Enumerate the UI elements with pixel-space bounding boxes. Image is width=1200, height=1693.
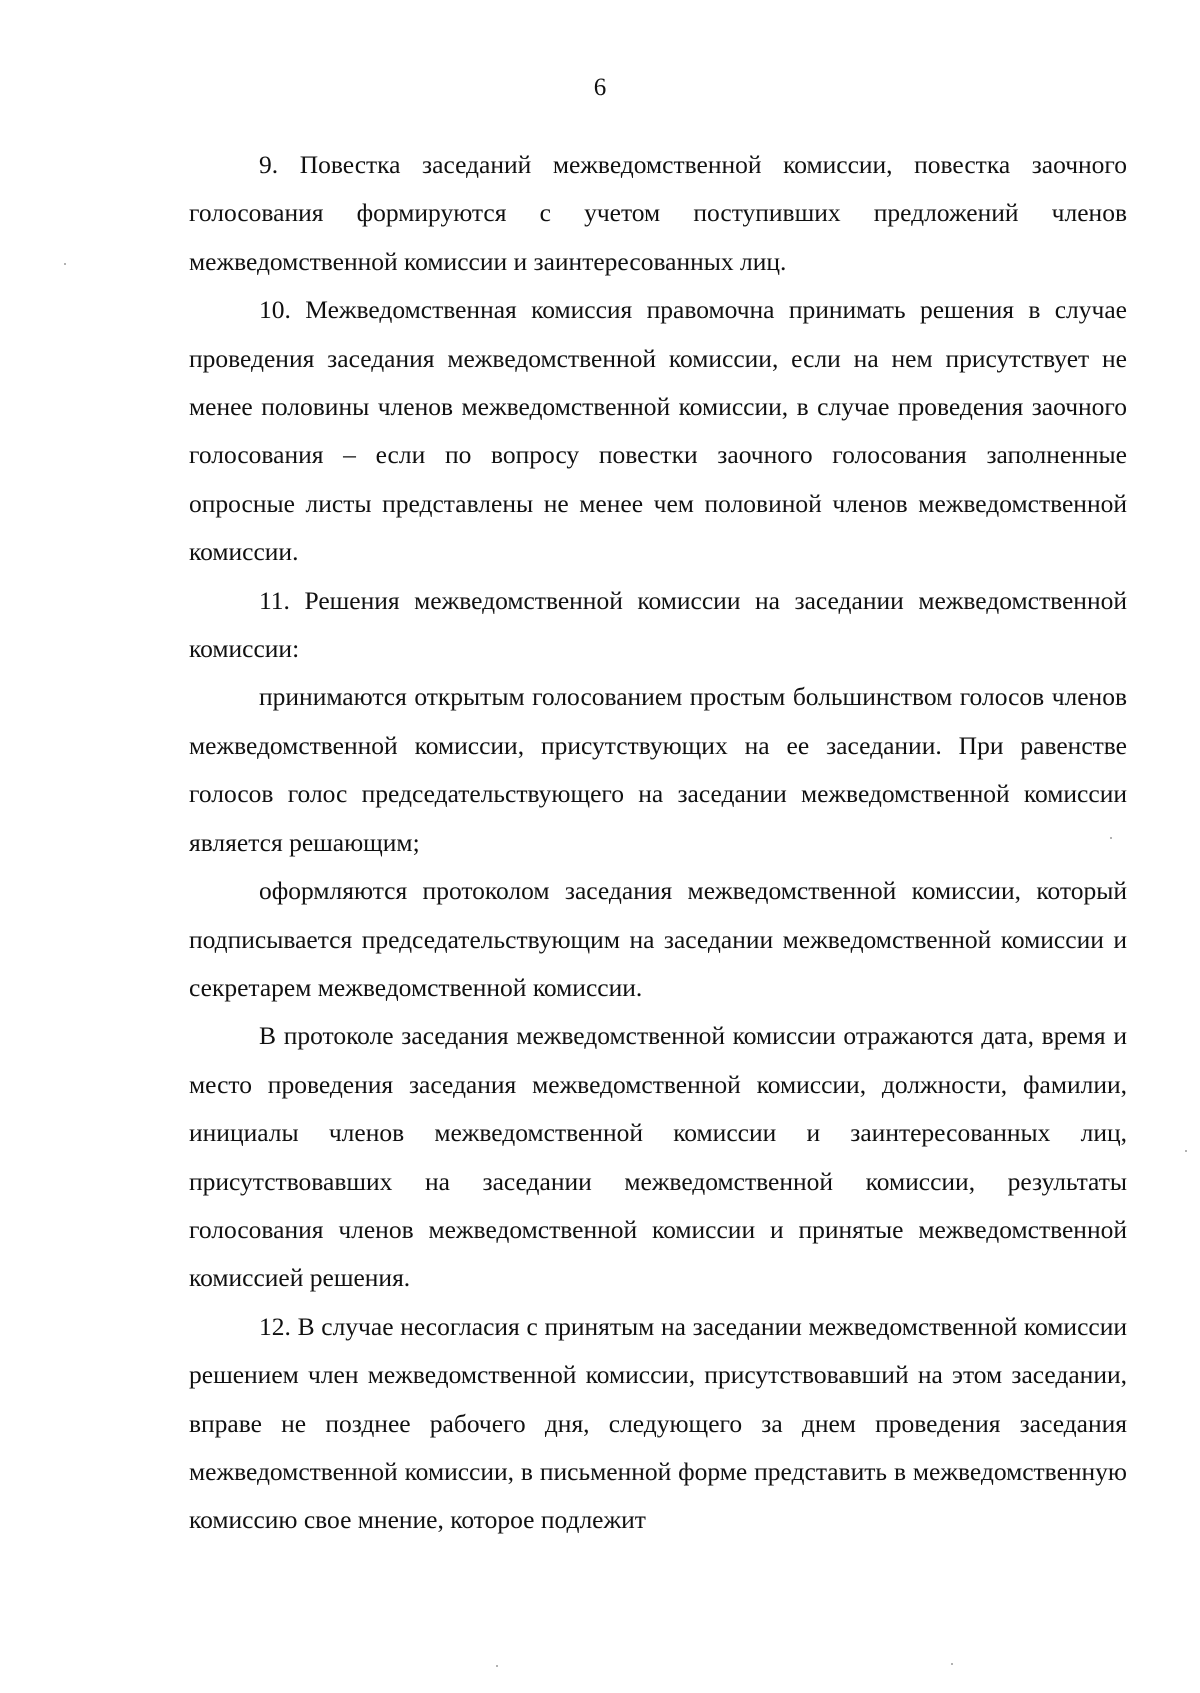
- scan-speck: [1185, 1150, 1187, 1152]
- scan-speck: [1110, 837, 1112, 839]
- paragraph-decisions-recorded: оформляются протоколом заседания межведомственной комиссии, который подписывается председательствующим на заседании межведомственной комиссии и секретарем межведомственной комиссии.: [189, 876, 1127, 1002]
- paragraph-item-11: 11. Решения межведомственной комиссии на заседании межведомственной комиссии:: [189, 585, 1127, 664]
- document-body: [189, 141, 1127, 1545]
- paragraph-item-9: 9. Повестка заседаний межведомственной комиссии, повестка заочного голосования формируются с учетом поступивших предложений членов межведомственной комиссии и заинтересованных лиц.: [189, 150, 1127, 276]
- page-number: 6: [593, 74, 607, 101]
- paragraph-item-10: 10. Межведомственная комиссия правомочна принимать решения в случае проведения заседания межведомственной комиссии, если на нем присутствует не менее половины членов межведомственной комиссии, в случае проведения заочного голосования – если по вопросу повестки заочного голосования заполненные опросные листы представлены не менее чем половиной членов межведомственной комиссии.: [189, 295, 1127, 567]
- scan-speck: [496, 1665, 498, 1667]
- scan-speck: [64, 263, 66, 265]
- paragraph-item-12: 12. В случае несогласия с принятым на заседании межведомственной комиссии решением член межведомственной комиссии, присутствовавший на этом заседании, вправе не позднее рабочего дня, следующего за днем проведения заседания межведомственной комиссии, в письменной форме представить в межведомственную комиссию свое мнение, которое подлежит: [189, 1311, 1127, 1535]
- paragraph-decisions-adopted: принимаются открытым голосованием простым большинством голосов членов межведомственной комиссии, присутствующих на ее заседании. При равенстве голосов голос председательствующего на заседании межведомственной комиссии является решающим;: [189, 682, 1127, 857]
- scan-speck: [951, 1663, 953, 1665]
- paragraph-protocol-contents: В протоколе заседания межведомственной комиссии отражаются дата, время и место проведения заседания межведомственной комиссии, должности, фамилии, инициалы членов межведомственной комиссии и заинтересованных лиц, присутствовавших на заседании межведомственной комиссии, результаты голосования членов межведомственной комиссии и принятые межведомственной комиссией решения.: [189, 1021, 1127, 1293]
